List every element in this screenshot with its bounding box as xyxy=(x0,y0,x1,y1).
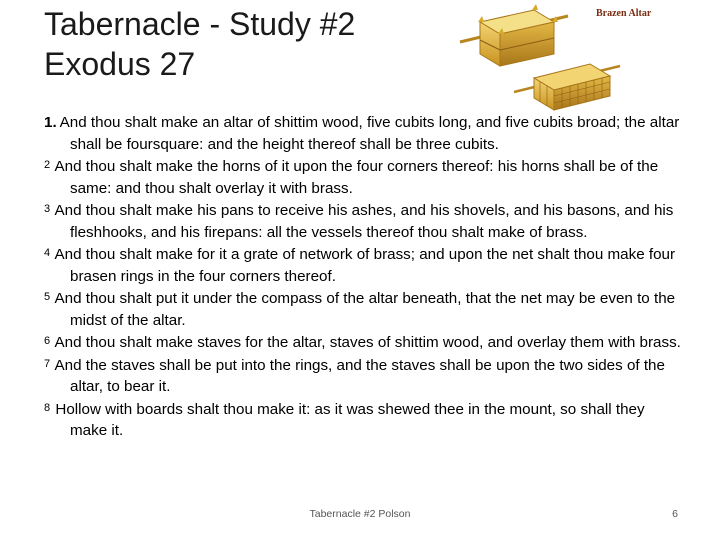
verse-number: 3 xyxy=(44,203,51,215)
illustration-label: Brazen Altar xyxy=(596,8,652,19)
verse-text: And thou shalt make an altar of shittim wood, five cubits long, and five cubits broad; the altar shall be foursquare: and the height thereof shall be three cubits. xyxy=(59,114,680,153)
verse xyxy=(44,155,684,199)
verse-number: 5 xyxy=(44,291,51,303)
verse xyxy=(44,112,684,155)
verse xyxy=(44,243,684,287)
verse-number: 7 xyxy=(44,357,51,370)
verse-text: And thou shalt make the horns of it upon the four corners thereof: his horns shall be of the same: and thou shalt overlay it with brass. xyxy=(54,158,659,197)
scripture-passage xyxy=(44,112,684,442)
verse-text: And thou shalt make for it a grate of network of brass; and upon the net shalt thou make four brasen rings in the four corners thereof. xyxy=(54,246,676,285)
slide-footer: Tabernacle #2 Polson xyxy=(309,508,411,520)
verse-number: 1. xyxy=(44,114,57,131)
verse-number: 4 xyxy=(44,247,51,259)
verse-text: Hollow with boards shalt thou make it: as it was shewed thee in the mount, so shall they make it. xyxy=(55,400,645,439)
verse xyxy=(44,398,684,442)
verse-text: And thou shalt make his pans to receive his ashes, and his shovels, and his basons, and his fleshhooks, and his firepans: all the vessels thereof thou shalt make of brass. xyxy=(54,202,674,241)
verse-text: And thou shalt make staves for the altar, staves of shittim wood, and overlay them with brass. xyxy=(54,334,681,351)
verse-text: And the staves shall be put into the rings, and the staves shall be upon the two sides of the altar, to bear it. xyxy=(54,356,665,395)
title-line: Exodus 27 xyxy=(44,46,196,82)
verse-number: 8 xyxy=(44,401,51,414)
title-line: Tabernacle - Study #2 xyxy=(44,6,356,42)
verse-number: 2 xyxy=(44,159,51,171)
page-number: 6 xyxy=(672,508,678,520)
verse xyxy=(44,199,684,243)
slide-title xyxy=(44,4,444,84)
verse xyxy=(44,331,684,354)
verse-number: 6 xyxy=(44,335,51,347)
verse xyxy=(44,354,684,398)
brazen-altar-illustration xyxy=(450,0,656,116)
verse xyxy=(44,287,684,331)
verse-text: And thou shalt put it under the compass of the altar beneath, that the net may be even to the midst of the altar. xyxy=(54,290,676,329)
